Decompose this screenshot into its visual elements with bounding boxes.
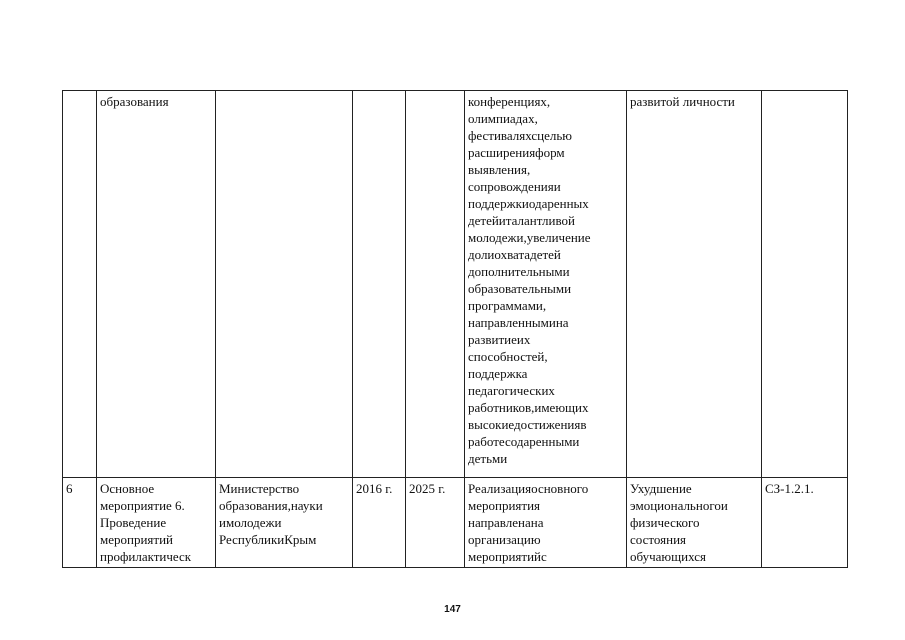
text-line: Проведение xyxy=(100,515,167,530)
cell-consequence xyxy=(627,478,762,568)
text-line: олимпиадах, xyxy=(468,111,538,126)
text-line: высокиедостиженияв xyxy=(468,417,587,432)
text-line: Ухудшение xyxy=(630,481,692,496)
text-line: педагогических xyxy=(468,383,555,398)
text-line: поддержкиодаренных xyxy=(468,196,589,211)
description-lines xyxy=(468,480,623,565)
text-line: физического xyxy=(630,515,700,530)
text-line: РеспубликиКрым xyxy=(219,532,317,547)
cell-number xyxy=(63,91,97,478)
text-line: способностей, xyxy=(468,349,548,364)
text-line: имолодежи xyxy=(219,515,282,530)
cell-executor xyxy=(216,478,353,568)
cell-end-year: 2025 г. xyxy=(406,478,465,568)
text-line: выявления, xyxy=(468,162,531,177)
text-line: работников,имеющих xyxy=(468,400,589,415)
page-number: 147 xyxy=(444,604,461,615)
text-line: направленнымина xyxy=(468,315,569,330)
text-line: Реализацияосновного xyxy=(468,481,589,496)
cell-description xyxy=(465,91,627,478)
text-line: мероприятийс xyxy=(468,549,547,564)
cell-link xyxy=(762,91,848,478)
text-line: профилактическ xyxy=(100,549,192,564)
activity-lines xyxy=(100,480,212,565)
cell-link: СЗ-1.2.1. xyxy=(762,478,848,568)
text-line: конференциях, xyxy=(468,94,551,109)
cell-consequence xyxy=(627,91,762,478)
text-line: детьми xyxy=(468,451,508,466)
text-line: фестиваляхсцелью xyxy=(468,128,573,143)
text-line: направленана xyxy=(468,515,544,530)
text-line: Основное xyxy=(100,481,155,496)
text-line: расширенияформ xyxy=(468,145,565,160)
executor-lines xyxy=(219,480,349,548)
text-line: образования,науки xyxy=(219,498,323,513)
text-line: развитиеих xyxy=(468,332,531,347)
text-line: долиохватадетей xyxy=(468,247,561,262)
cell-activity xyxy=(97,478,216,568)
table-row xyxy=(63,91,848,478)
text-line: эмоциональногои xyxy=(630,498,728,513)
cell-executor xyxy=(216,91,353,478)
text-line: детейиталантливой xyxy=(468,213,576,228)
text-line: программами, xyxy=(468,298,547,313)
text-line: молодежи,увеличение xyxy=(468,230,591,245)
cell-end-year xyxy=(406,91,465,478)
cell-activity: образования xyxy=(97,91,216,478)
description-lines xyxy=(468,93,623,467)
cell-start-year: 2016 г. xyxy=(353,478,406,568)
text-line: состояния xyxy=(630,532,686,547)
text-line: мероприятие 6. xyxy=(100,498,185,513)
text-line: сопровожденияи xyxy=(468,179,561,194)
consequence-lines xyxy=(630,480,758,565)
text-line: поддержка xyxy=(468,366,528,381)
cell-start-year xyxy=(353,91,406,478)
text-line: образовательными xyxy=(468,281,572,296)
cell-number: 6 xyxy=(63,478,97,568)
text-line: мероприятия xyxy=(468,498,541,513)
text-line: развитой личности xyxy=(630,94,735,109)
table-row xyxy=(63,478,848,568)
consequence-lines xyxy=(630,93,758,110)
text-line: организацию xyxy=(468,532,541,547)
text-line: работесодаренными xyxy=(468,434,580,449)
text-line: дополнительными xyxy=(468,264,570,279)
program-activities-table xyxy=(62,90,848,568)
text-line: мероприятий xyxy=(100,532,173,547)
text-line: обучающихся xyxy=(630,549,706,564)
text-line: Министерство xyxy=(219,481,300,496)
cell-description xyxy=(465,478,627,568)
